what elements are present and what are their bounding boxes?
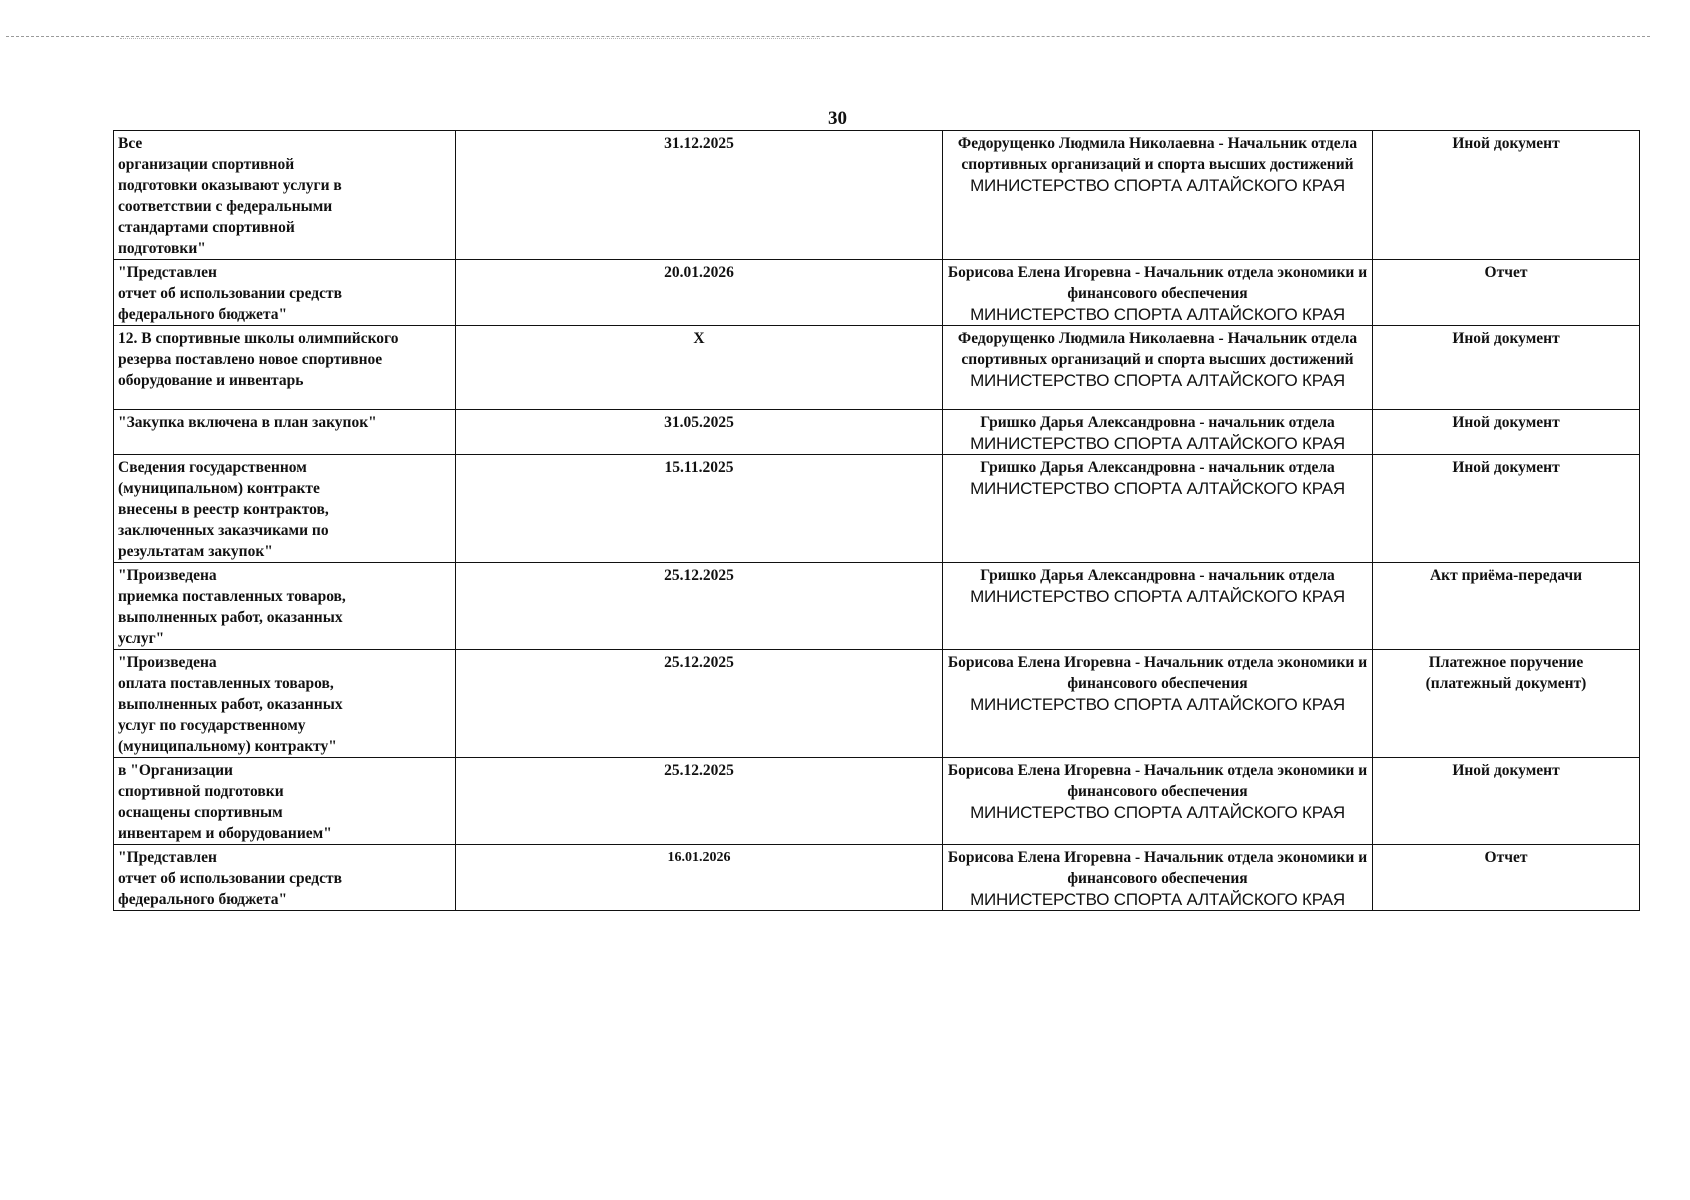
responsible-person: Гришко Дарья Александровна - начальник отдела (980, 414, 1335, 431)
control-points-table (113, 130, 1640, 911)
result-cell: в "Организации спортивной подготовки оснащены спортивным инвентарем и оборудованием" (114, 758, 456, 845)
document-type-cell: Иной документ (1373, 131, 1640, 260)
responsible-org: МИНИСТЕРСТВО СПОРТА АЛТАЙСКОГО КРАЯ (970, 176, 1345, 195)
date-cell: 20.01.2026 (456, 260, 943, 326)
date-cell: 31.05.2025 (456, 410, 943, 455)
result-cell: "Закупка включена в план закупок" (114, 410, 456, 455)
responsible-cell (943, 650, 1373, 758)
table-row (114, 455, 1640, 563)
responsible-person: Борисова Елена Игоревна - Начальник отдела экономики и финансового обеспечения (947, 849, 1368, 887)
date-cell: 15.11.2025 (456, 455, 943, 563)
result-cell: Все организации спортивной подготовки оказывают услуги в соответствии с федеральными стандартами спортивной подготовки" (114, 131, 456, 260)
table-row (114, 260, 1640, 326)
result-cell: "Произведена оплата поставленных товаров, выполненных работ, оказанных услуг по государственному (муниципальному) контракту" (114, 650, 456, 758)
responsible-cell (943, 131, 1373, 260)
result-cell: Сведения государственном (муниципальном) контракте внесены в реестр контрактов, заключенных заказчиками по результатам закупок" (114, 455, 456, 563)
responsible-cell (943, 563, 1373, 650)
date-cell: 16.01.2026 (456, 845, 943, 911)
document-type-cell: Отчет (1373, 845, 1640, 911)
document-type-cell: Иной документ (1373, 758, 1640, 845)
document-type-cell: Иной документ (1373, 455, 1640, 563)
responsible-org: МИНИСТЕРСТВО СПОРТА АЛТАЙСКОГО КРАЯ (970, 371, 1345, 390)
responsible-org: МИНИСТЕРСТВО СПОРТА АЛТАЙСКОГО КРАЯ (970, 890, 1345, 909)
table-row (114, 758, 1640, 845)
table-row (114, 650, 1640, 758)
document-type-cell: Акт приёма-передачи (1373, 563, 1640, 650)
responsible-org: МИНИСТЕРСТВО СПОРТА АЛТАЙСКОГО КРАЯ (970, 305, 1345, 324)
page-number: 30 (828, 108, 847, 129)
table-row (114, 563, 1640, 650)
scan-artifact-line (6, 36, 1650, 37)
responsible-cell (943, 758, 1373, 845)
responsible-org: МИНИСТЕРСТВО СПОРТА АЛТАЙСКОГО КРАЯ (970, 479, 1345, 498)
date-cell: X (456, 326, 943, 410)
responsible-cell (943, 410, 1373, 455)
date-cell: 25.12.2025 (456, 563, 943, 650)
date-cell: 31.12.2025 (456, 131, 943, 260)
result-cell: "Представлен отчет об использовании средств федерального бюджета" (114, 260, 456, 326)
result-cell: 12. В спортивные школы олимпийского резерва поставлено новое спортивное оборудование и инвентарь (114, 326, 456, 410)
responsible-person: Федорущенко Людмила Николаевна - Начальник отдела спортивных организаций и спорта высших достижений (957, 330, 1358, 368)
responsible-cell (943, 260, 1373, 326)
document-type-cell: Иной документ (1373, 326, 1640, 410)
document-type-cell: Отчет (1373, 260, 1640, 326)
responsible-org: МИНИСТЕРСТВО СПОРТА АЛТАЙСКОГО КРАЯ (970, 587, 1345, 606)
responsible-cell (943, 455, 1373, 563)
responsible-person: Федорущенко Людмила Николаевна - Начальник отдела спортивных организаций и спорта высших достижений (957, 135, 1358, 173)
table-row (114, 326, 1640, 410)
result-cell: "Произведена приемка поставленных товаров, выполненных работ, оказанных услуг" (114, 563, 456, 650)
date-cell: 25.12.2025 (456, 758, 943, 845)
responsible-org: МИНИСТЕРСТВО СПОРТА АЛТАЙСКОГО КРАЯ (970, 434, 1345, 453)
responsible-person: Гришко Дарья Александровна - начальник отдела (980, 567, 1335, 584)
responsible-person: Борисова Елена Игоревна - Начальник отдела экономики и финансового обеспечения (947, 264, 1368, 302)
table-row (114, 845, 1640, 911)
scan-artifact-line (120, 38, 820, 39)
responsible-cell (943, 326, 1373, 410)
date-cell: 25.12.2025 (456, 650, 943, 758)
result-cell: "Представлен отчет об использовании средств федерального бюджета" (114, 845, 456, 911)
responsible-org: МИНИСТЕРСТВО СПОРТА АЛТАЙСКОГО КРАЯ (970, 695, 1345, 714)
table-row (114, 410, 1640, 455)
responsible-person: Борисова Елена Игоревна - Начальник отдела экономики и финансового обеспечения (947, 762, 1368, 800)
table-row (114, 131, 1640, 260)
responsible-org: МИНИСТЕРСТВО СПОРТА АЛТАЙСКОГО КРАЯ (970, 803, 1345, 822)
document-type-cell: Платежное поручение (платежный документ) (1373, 650, 1640, 758)
responsible-person: Борисова Елена Игоревна - Начальник отдела экономики и финансового обеспечения (947, 654, 1368, 692)
responsible-person: Гришко Дарья Александровна - начальник отдела (980, 459, 1335, 476)
document-type-cell: Иной документ (1373, 410, 1640, 455)
responsible-cell (943, 845, 1373, 911)
